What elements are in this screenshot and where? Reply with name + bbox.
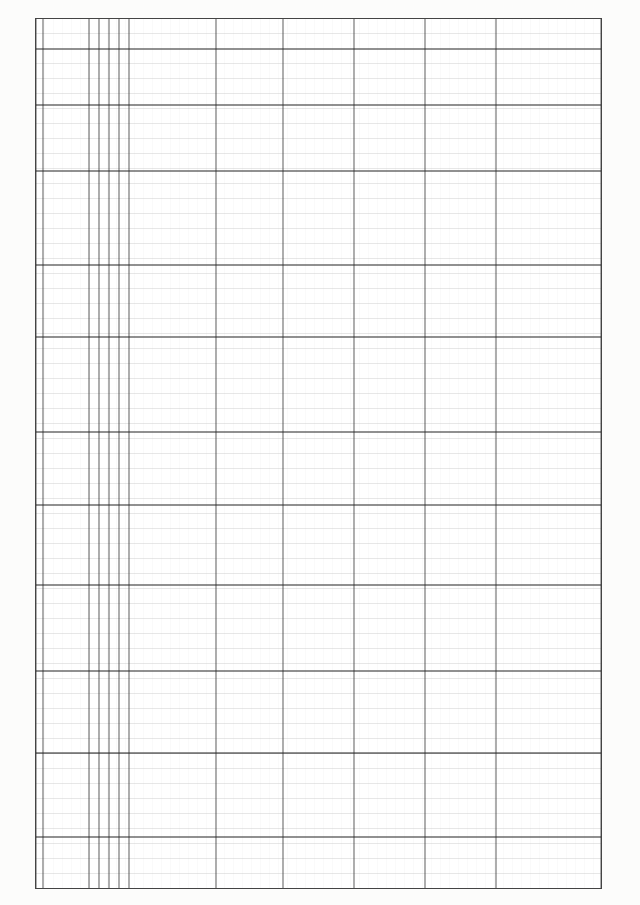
table-grid bbox=[36, 19, 601, 888]
rotated-budget-table bbox=[35, 18, 602, 889]
